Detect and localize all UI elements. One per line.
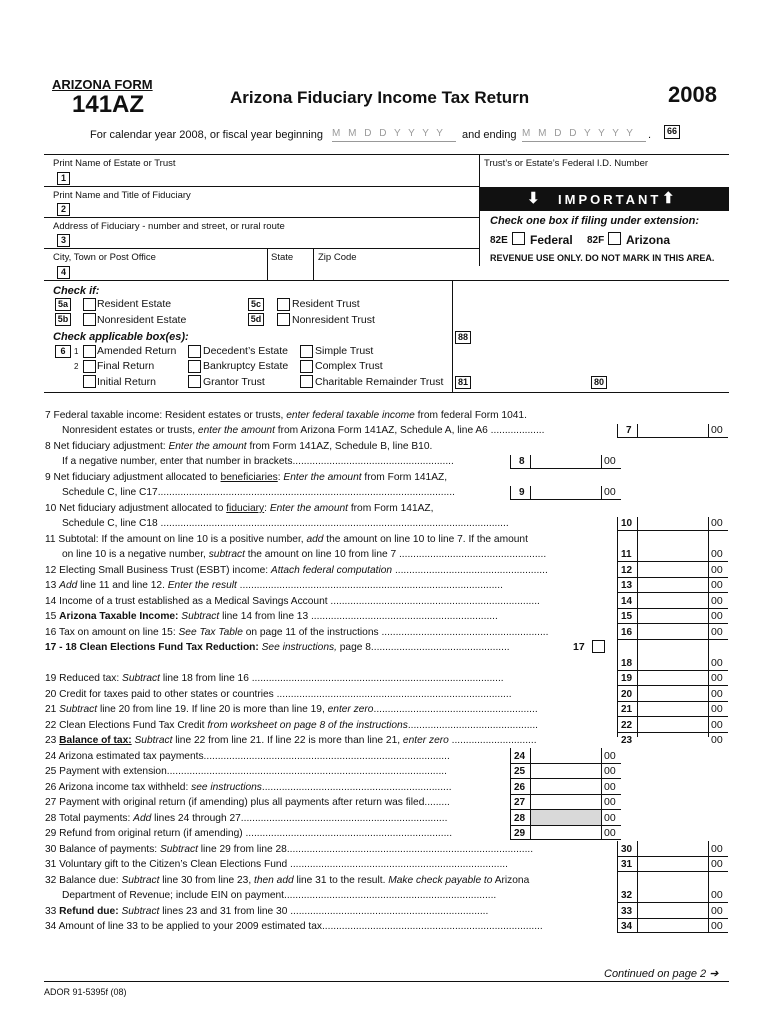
fiscal-begin-date-field[interactable]: M M D D Y Y Y Y (332, 128, 456, 142)
initial-return-checkbox[interactable] (83, 375, 96, 388)
line-3-box: 3 (57, 234, 70, 247)
city-field[interactable] (72, 263, 264, 278)
line-31-cents: 00 (711, 858, 723, 870)
nonresident-trust-label: Nonresident Trust (292, 314, 375, 326)
box-9-label: 9 (519, 487, 525, 498)
line-22-cents: 00 (711, 719, 723, 731)
grantor-trust-checkbox[interactable] (188, 375, 201, 388)
amended-return-checkbox[interactable] (83, 345, 96, 358)
important-title: IMPORTANT (558, 192, 662, 207)
continued-note: Continued on page 2 ➔ (604, 968, 719, 980)
charitable-trust-checkbox[interactable] (300, 375, 313, 388)
fiduciary-field[interactable] (72, 199, 474, 215)
code-80: 80 (591, 376, 607, 389)
code-5d: 5d (248, 313, 264, 326)
form-label: ARIZONA FORM (52, 77, 153, 92)
page-title: Arizona Fiduciary Income Tax Return (230, 88, 530, 107)
line-27-text: 27 Payment with original return (if amending) plus all payments after return was filed......... (45, 797, 450, 808)
line-21-cents: 00 (711, 703, 723, 715)
box-33-label: 33 (621, 906, 633, 917)
line-21-text: 21 Subtract line 20 from line 19. If line 20 is more than line 19, enter zero.......................................................... (45, 704, 538, 715)
bankruptcy-estate-label: Bankruptcy Estate (203, 360, 289, 372)
box-20-label: 20 (621, 689, 633, 700)
line-7-amount[interactable] (639, 424, 707, 436)
line-23-text: 23 Balance of tax: Subtract line 22 from line 21. If line 22 is more than line 21, enter zero .............................. (45, 735, 537, 746)
complex-trust-checkbox[interactable] (300, 360, 313, 373)
code-6: 6 (55, 345, 71, 358)
line-30-cents: 00 (711, 843, 723, 855)
fein-field[interactable] (484, 170, 724, 184)
resident-estate-checkbox[interactable] (83, 298, 96, 311)
fiscal-end-date-field[interactable]: M M D D Y Y Y Y (522, 128, 646, 142)
box-11-label: 11 (621, 549, 632, 560)
decedent-estate-label: Decedent’s Estate (203, 345, 289, 357)
box-31-label: 31 (621, 859, 633, 870)
initial-return-label: Initial Return (97, 376, 156, 388)
box-15-label: 15 (621, 611, 633, 622)
arizona-label: Arizona (626, 233, 671, 247)
line-22-text: 22 Clean Elections Fund Tax Credit from worksheet on page 8 of the instructions.............................................. (45, 720, 539, 731)
box-27-label: 27 (514, 797, 526, 808)
line-2-box: 2 (57, 203, 70, 216)
amended-return-label: Amended Return (97, 345, 177, 357)
applicable-title: Check applicable box(es): (53, 331, 189, 343)
line-13-text: 13 Add line 11 and line 12. Enter the result ............................................................................................. (45, 580, 503, 591)
simple-trust-checkbox[interactable] (300, 345, 313, 358)
line-25-text: 25 Payment with extension................................................................................................... (45, 766, 447, 777)
line-8b-text: If a negative number, enter that number in brackets......................................................... (62, 456, 454, 467)
line-28-cents: 00 (604, 812, 616, 824)
fiduciary-label: Print Name and Title of Fiduciary (53, 190, 191, 201)
simple-trust-label: Simple Trust (315, 345, 374, 357)
code-88: 88 (455, 331, 471, 344)
box-24-label: 24 (514, 751, 526, 762)
line-32-text: 32 Balance due: Subtract line 30 from line 23, then add line 31 to the result. Make check payable to Arizona (45, 875, 530, 886)
line-29-cents: 00 (604, 827, 616, 839)
box-34-label: 34 (621, 921, 633, 932)
box-16-label: 16 (621, 627, 633, 638)
down-arrow-icon: ⬇ (527, 190, 540, 207)
resident-trust-checkbox[interactable] (277, 298, 290, 311)
decedent-estate-checkbox[interactable] (188, 345, 201, 358)
line-33-cents: 00 (711, 905, 723, 917)
line-20-text: 20 Credit for taxes paid to other states or countries ................................................................................... (45, 689, 512, 700)
up-arrow-icon: ⬆ (662, 190, 675, 207)
charitable-trust-label: Charitable Remainder Trust (315, 376, 444, 388)
line-11-text: 11 Subtotal: If the amount on line 10 is a positive number, add the amount on line 10 to line 7. If the amount (45, 534, 528, 545)
grantor-trust-label: Grantor Trust (203, 376, 265, 388)
box-14-label: 14 (621, 596, 633, 607)
line-7-text: 7 Federal taxable income: Resident estates or trusts, enter federal taxable income from federal Form 1041. (45, 410, 527, 421)
check-if-title: Check if: (53, 285, 100, 297)
line-34-text: 34 Amount of line 33 to be applied to your 2009 estimated tax.............................................................................. (45, 921, 543, 932)
line-17-18-text: 17 - 18 Clean Elections Fund Tax Reduction: See instructions, page 8................................................. (45, 642, 510, 653)
line-19-cents: 00 (711, 672, 723, 684)
line-16-cents: 00 (711, 626, 723, 638)
line-28-text: 28 Total payments: Add lines 24 through 27......................................................................... (45, 813, 448, 824)
nonresident-estate-label: Nonresident Estate (97, 314, 187, 326)
line-11-cents: 00 (711, 548, 723, 560)
line-8-text: 8 Net fiduciary adjustment: Enter the amount from Form 141AZ, Schedule B, line B10. (45, 441, 433, 452)
resident-estate-label: Resident Estate (97, 298, 172, 310)
line-10-text: 10 Net fiduciary adjustment allocated to fiduciary: Enter the amount from Form 141AZ, (45, 503, 434, 514)
code-82f: 82F (587, 235, 605, 246)
line-1-box: 1 (57, 172, 70, 185)
box-26-label: 26 (514, 782, 526, 793)
line-15-text: 15 Arizona Taxable Income: Subtract line 14 from line 13 .................................................................. (45, 611, 498, 622)
line-17-label: 17 (573, 641, 585, 653)
fein-label: Trust’s or Estate’s Federal I.D. Number (484, 158, 649, 169)
zip-label: Zip Code (318, 252, 357, 263)
line-7-cents: 00 (711, 424, 723, 436)
line-17-checkbox[interactable] (592, 640, 605, 653)
line-32-cents: 00 (711, 889, 723, 901)
code-66-box: 66 (664, 125, 680, 139)
sub-2: 2 (74, 362, 79, 371)
box-30-label: 30 (621, 844, 633, 855)
and-ending-label: and ending (462, 129, 517, 141)
revenue-use-note: REVENUE USE ONLY. DO NOT MARK IN THIS AREA. (490, 253, 715, 263)
calendar-text: For calendar year 2008, or fiscal year beginning (90, 129, 323, 141)
final-return-checkbox[interactable] (83, 360, 96, 373)
line-34-cents: 00 (711, 920, 723, 932)
tax-year: 2008 (668, 82, 717, 107)
code-81: 81 (455, 376, 471, 389)
line-24-cents: 00 (604, 750, 616, 762)
line-12-cents: 00 (711, 564, 723, 576)
nonresident-trust-checkbox[interactable] (277, 313, 290, 326)
federal-label: Federal (530, 233, 573, 247)
line-30-text: 30 Balance of payments: Subtract line 29 from line 28....................................................................................... (45, 844, 534, 855)
line-26-text: 26 Arizona income tax withheld: see instructions................................................................... (45, 782, 452, 793)
nonresident-estate-checkbox[interactable] (83, 313, 96, 326)
line-24-text: 24 Arizona estimated tax payments....................................................................................... (45, 751, 450, 762)
line-31-text: 31 Voluntary gift to the Citizen’s Clean Elections Fund ............................................................................. (45, 859, 508, 870)
line-33-text: 33 Refund due: Subtract lines 23 and 31 from line 30 ...................................................................... (45, 906, 489, 917)
line-26-cents: 00 (604, 781, 616, 793)
complex-trust-label: Complex Trust (315, 360, 383, 372)
address-field[interactable] (72, 230, 474, 246)
line-15-cents: 00 (711, 610, 723, 622)
line-32b-text: Department of Revenue; include EIN on payment........................................................................... (62, 890, 497, 901)
line-28-shaded-amount (531, 810, 601, 825)
line-19-text: 19 Reduced tax: Subtract line 18 from line 16 ......................................................................................... (45, 673, 504, 684)
box-28-label: 28 (514, 813, 526, 824)
form-code: ADOR 91-5395f (08) (44, 987, 127, 997)
line-8-cents: 00 (604, 455, 616, 467)
line-11b-text: on line 10 is a negative number, subtract the amount on line 10 from line 7 .................................................... (62, 549, 547, 560)
line-14-cents: 00 (711, 595, 723, 607)
line-23-cents: 00 (711, 734, 723, 746)
code-82e: 82E (490, 235, 508, 246)
period: . (648, 129, 652, 141)
federal-extension-checkbox[interactable] (512, 232, 525, 245)
address-label: Address of Fiduciary - number and street, or rural route (53, 221, 285, 232)
city-label: City, Town or Post Office (53, 252, 156, 263)
line-4-box: 4 (57, 266, 70, 279)
sub-1: 1 (74, 347, 79, 356)
box-19-label: 19 (621, 673, 633, 684)
line-10b-text: Schedule C, line C18 ........................................................................................................................... (62, 518, 509, 529)
extension-instruction: Check one box if filing under extension: (490, 215, 700, 227)
box-8-label: 8 (519, 456, 525, 467)
box-10-label: 10 (621, 518, 633, 529)
box-22-label: 22 (621, 720, 633, 731)
estate-name-field[interactable] (72, 168, 474, 184)
resident-trust-label: Resident Trust (292, 298, 360, 310)
box-12-label: 12 (621, 565, 633, 576)
box-23-label: 23 (621, 735, 633, 746)
box-29-label: 29 (514, 828, 526, 839)
line-18-cents: 00 (711, 657, 723, 669)
line-9-text: 9 Net fiduciary adjustment allocated to beneficiaries: Enter the amount from Form 141AZ, (45, 472, 448, 483)
line-10-cents: 00 (711, 517, 723, 529)
code-5b: 5b (55, 313, 71, 326)
line-29-text: 29 Refund from original return (if amending) ......................................................................... (45, 828, 453, 839)
code-5c: 5c (248, 298, 264, 311)
estate-name-label: Print Name of Estate or Trust (53, 158, 176, 169)
line-20-cents: 00 (711, 688, 723, 700)
state-label: State (271, 252, 294, 263)
code-5a: 5a (55, 298, 71, 311)
box-13-label: 13 (621, 580, 633, 591)
line-27-cents: 00 (604, 796, 616, 808)
line-25-cents: 00 (604, 765, 616, 777)
line-16-text: 16 Tax on amount on line 15: See Tax Table on page 11 of the instructions ........................................................... (45, 627, 549, 638)
arizona-extension-checkbox[interactable] (608, 232, 621, 245)
box-21-label: 21 (621, 704, 633, 715)
box-18-label: 18 (621, 658, 633, 669)
line-14-text: 14 Income of a trust established as a Medical Savings Account .......................................................................... (45, 596, 540, 607)
box-32-label: 32 (621, 890, 633, 901)
box-25-label: 25 (514, 766, 526, 777)
line-9-cents: 00 (604, 486, 616, 498)
line-13-cents: 00 (711, 579, 723, 591)
line-12-text: 12 Electing Small Business Trust (ESBT) income: Attach federal computation ...................................................... (45, 565, 548, 576)
bankruptcy-estate-checkbox[interactable] (188, 360, 201, 373)
line-7b-text: Nonresident estates or trusts, enter the amount from Arizona Form 141AZ, Schedule A, line A6 ................... (62, 425, 545, 436)
line-9b-text: Schedule C, line C17......................................................................................................... (62, 487, 455, 498)
form-number: 141AZ (72, 91, 145, 118)
final-return-label: Final Return (97, 360, 155, 372)
box-7-label: 7 (626, 425, 632, 436)
